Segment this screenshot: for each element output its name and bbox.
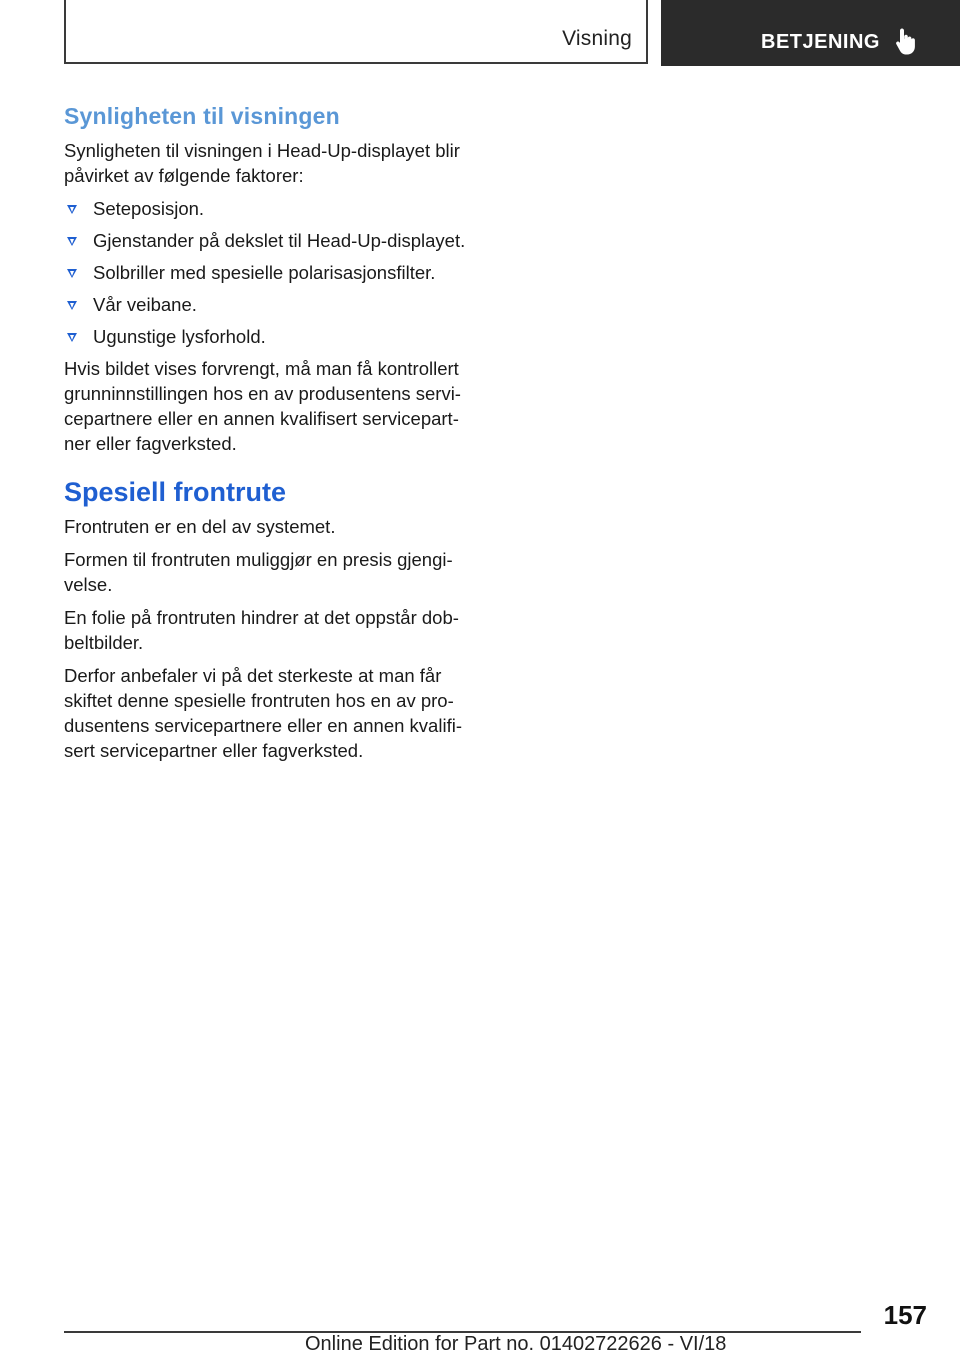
factor-list [64,196,482,349]
triangle-bullet-icon [67,205,77,214]
header-section-title: Visning [562,27,632,50]
triangle-bullet-icon [67,333,77,342]
list-item: Solbriller med spesielle polarisasjonsfilter. [64,260,482,285]
triangle-bullet-icon [67,301,77,310]
list-item: Gjenstander på dekslet til Head-Up-displayet. [64,228,482,253]
section-heading-windshield: Spesiell frontrute [64,477,287,507]
paragraph: Derfor anbefaler vi på det sterkeste at man får skiftet denne spesielle frontruten hos en av pro-dusentens servicepartnere eller en annen kvalifi-sert servicepartner eller fagverksted. [64,665,462,761]
list-item: Ugunstige lysforhold. [64,324,482,349]
footer-edition: Online Edition for Part no. 01402722626 - VI/18 [305,1333,727,1355]
section-closing: Hvis bildet vises forvrengt, må man få kontrollert grunninnstillingen hos en av produsentens servi-cepartnere eller en annen kvalifisert servicepart-ner eller fagverksted. [64,358,461,454]
paragraph: Formen til frontruten muliggjør en presis gjengi-velse. [64,549,453,595]
paragraph: Frontruten er en del av systemet. [64,516,336,537]
section-intro: Synligheten til visningen i Head-Up-displayet blir påvirket av følgende faktorer: [64,140,460,186]
list-item: Vår veibane. [64,292,482,317]
main-content [64,100,482,771]
pointing-hand-icon [895,27,919,55]
triangle-bullet-icon [67,237,77,246]
header-section-box [64,0,648,64]
section-heading-visibility: Synligheten til visningen [64,103,340,129]
triangle-bullet-icon [67,269,77,278]
header-chapter-box [661,0,960,66]
paragraph: En folie på frontruten hindrer at det oppstår dob-beltbilder. [64,607,459,653]
header-chapter-title: BETJENING [761,31,880,53]
list-item: Seteposisjon. [64,196,482,221]
page-number: 157 [883,1300,927,1330]
